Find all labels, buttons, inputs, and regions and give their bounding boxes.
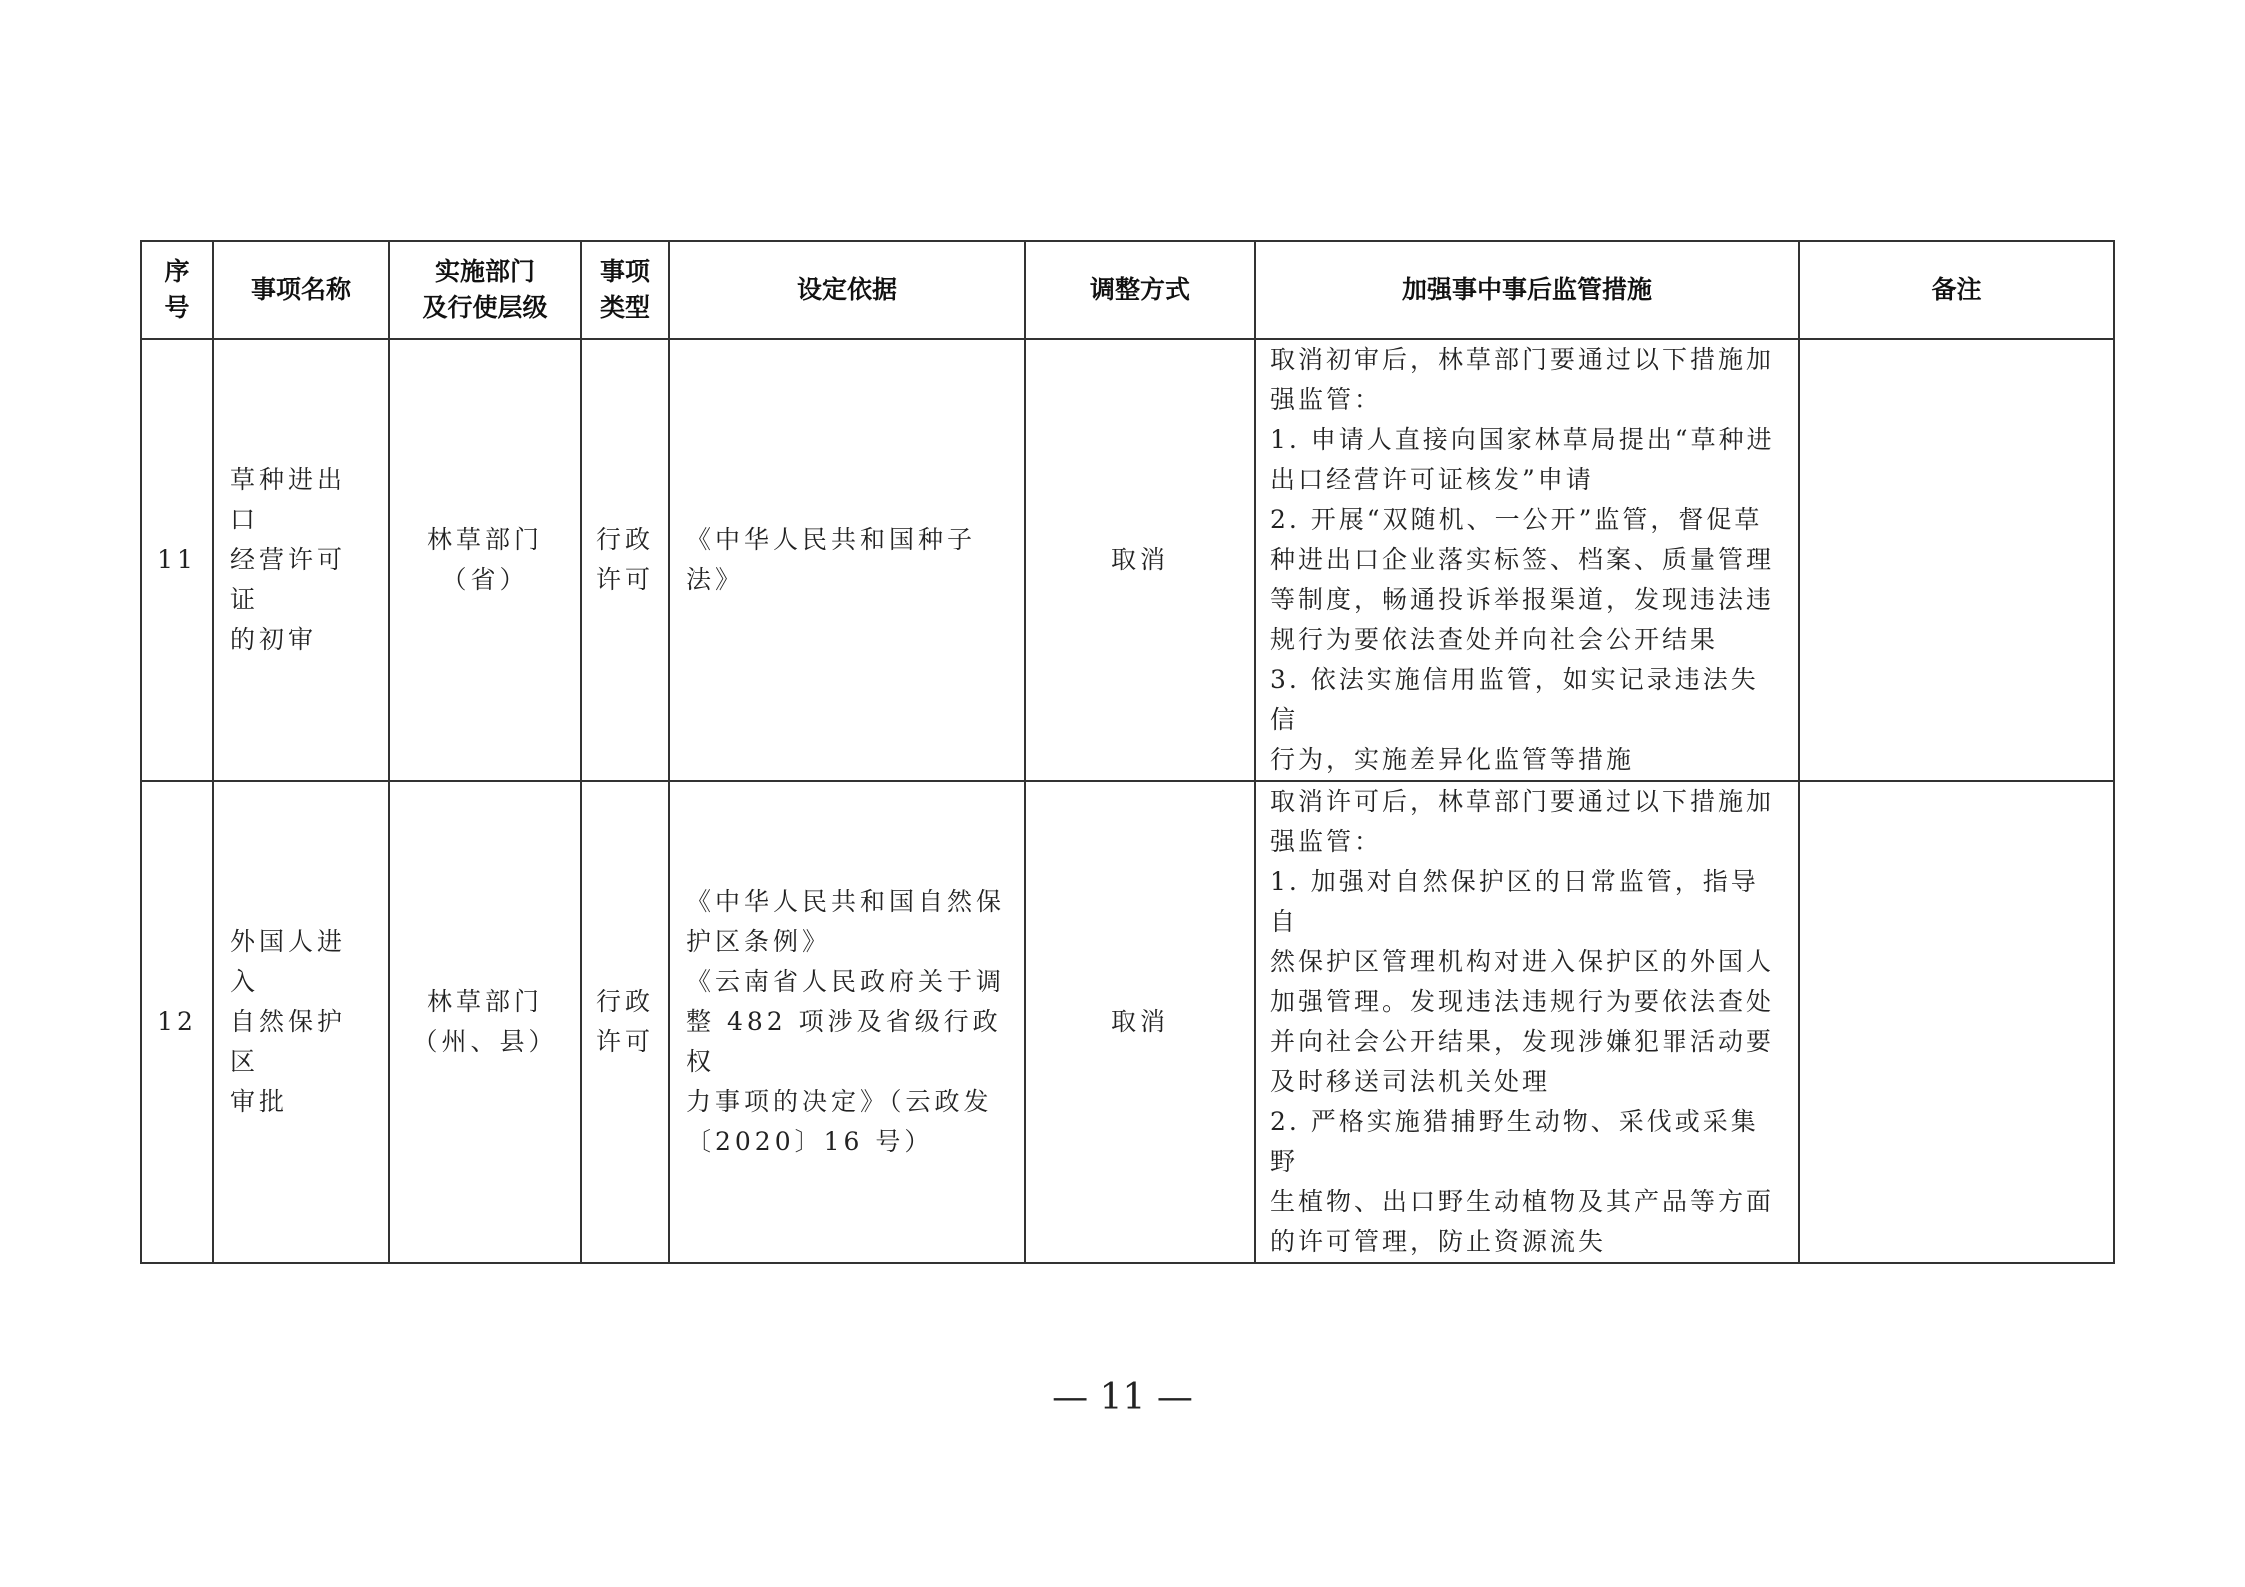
remarks-cell [1799,781,2114,1263]
legal-basis-cell: 《中华人民共和国种子法》 [669,339,1025,781]
header-item-name: 事项名称 [213,241,389,339]
page-number: — 11 — [1052,1377,1193,1418]
header-department: 实施部门 及行使层级 [389,241,581,339]
item-name-cell: 外国人进入 自然保护区 审批 [213,781,389,1263]
table-row [141,781,2114,1263]
remarks-cell [1799,339,2114,781]
document-table [140,240,2115,1264]
header-seq: 序 号 [141,241,213,339]
department-cell: 林草部门 （省） [389,339,581,781]
adjustment-cell: 取消 [1025,339,1255,781]
item-type-cell: 行政 许可 [581,781,669,1263]
seq-cell: 12 [141,781,213,1263]
header-legal-basis: 设定依据 [669,241,1025,339]
header-row [141,241,2114,339]
supervision-measures-cell: 取消许可后，林草部门要通过以下措施加 强监管： 1. 加强对自然保护区的日常监管，指导自 然保护区管理机构对进入保护区的外国人 加强管理。发现违法违规行为要依法查处 并向社会公开结果，发现涉嫌犯罪活动要 及时移送司法机关处理 2. 严格实施猎捕野生动物、采伐或采集野 生植物、出口野生动植物及其产品等方面 的许可管理，防止资源流失 [1255,781,1799,1263]
adjustment-cell: 取消 [1025,781,1255,1263]
header-item-type: 事项 类型 [581,241,669,339]
department-cell: 林草部门 （州、县） [389,781,581,1263]
legal-basis-cell: 《中华人民共和国自然保 护区条例》 《云南省人民政府关于调 整 482 项涉及省级行政权 力事项的决定》（云政发 〔2020〕16 号） [669,781,1025,1263]
supervision-measures-cell: 取消初审后，林草部门要通过以下措施加 强监管： 1. 申请人直接向国家林草局提出“草种进 出口经营许可证核发”申请 2. 开展“双随机、一公开”监管，督促草 种进出口企业落实标签、档案、质量管理 等制度，畅通投诉举报渠道，发现违法违 规行为要依法查处并向社会公开结果 3. 依法实施信用监管，如实记录违法失信 行为，实施差异化监管等措施 [1255,339,1799,781]
seq-cell: 11 [141,339,213,781]
item-name-cell: 草种进出口 经营许可证 的初审 [213,339,389,781]
table-row [141,339,2114,781]
header-supervision-measures: 加强事中事后监管措施 [1255,241,1799,339]
header-adjustment: 调整方式 [1025,241,1255,339]
header-remarks: 备注 [1799,241,2114,339]
item-type-cell: 行政 许可 [581,339,669,781]
